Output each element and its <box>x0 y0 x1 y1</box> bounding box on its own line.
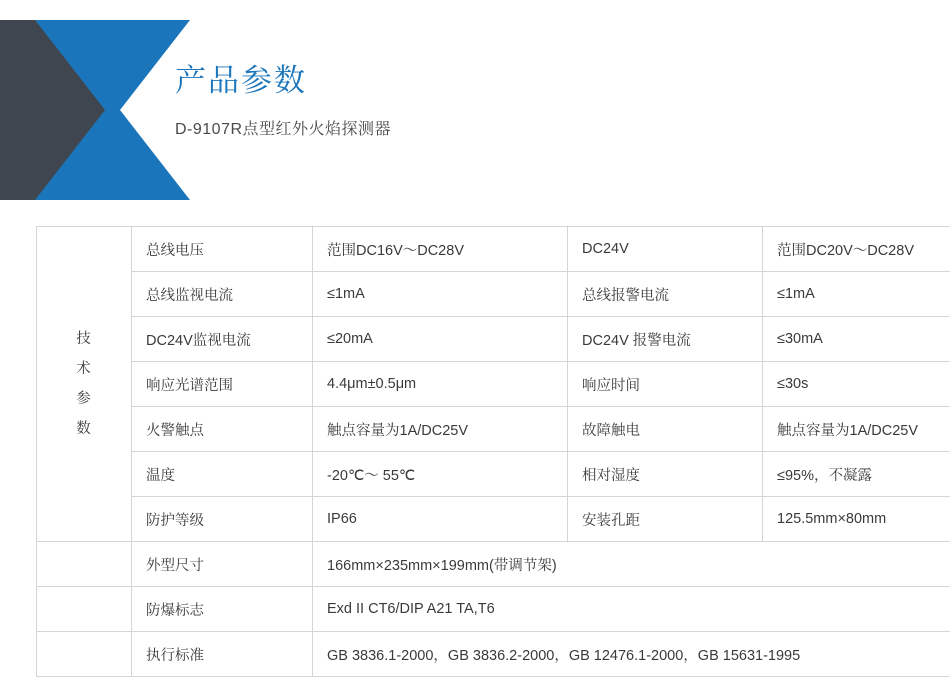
row-label: 火警触点 <box>132 407 313 452</box>
row-label: 总线电压 <box>132 227 313 272</box>
row-value: 触点容量为1A/DC25V <box>313 407 568 452</box>
row-label: 防护等级 <box>132 497 313 542</box>
header-text-block <box>175 62 391 139</box>
row-value-wide: GB 3836.1-2000，GB 3836.2-2000，GB 12476.1-2000，GB 15631-1995 <box>313 632 950 677</box>
row-label-2: 故障触电 <box>568 407 763 452</box>
table-row <box>37 452 950 497</box>
page-subtitle: D-9107R点型红外火焰探测器 <box>175 116 391 139</box>
table-row <box>37 362 950 407</box>
table-row <box>37 407 950 452</box>
side-label-char: 参 <box>51 384 117 414</box>
row-value: ≤1mA <box>313 272 568 317</box>
side-spacer-cell <box>37 587 132 632</box>
row-value: 4.4μm±0.5μm <box>313 362 568 407</box>
row-value-2: ≤30s <box>763 362 950 407</box>
spec-table-wrapper <box>36 226 918 677</box>
side-spacer-cell <box>37 632 132 677</box>
row-label: 防爆标志 <box>132 587 313 632</box>
table-row <box>37 542 950 587</box>
row-label-2: 总线报警电流 <box>568 272 763 317</box>
table-row <box>37 632 950 677</box>
row-value: ≤20mA <box>313 317 568 362</box>
side-label-char: 术 <box>51 354 117 384</box>
table-row <box>37 587 950 632</box>
row-label-2: 相对湿度 <box>568 452 763 497</box>
row-value: -20℃～ 55℃ <box>313 452 568 497</box>
header-banner-graphic <box>0 20 190 200</box>
row-value: IP66 <box>313 497 568 542</box>
row-value-2: 触点容量为1A/DC25V <box>763 407 950 452</box>
spec-table <box>36 226 950 677</box>
table-row <box>37 272 950 317</box>
row-label-2: DC24V 报警电流 <box>568 317 763 362</box>
table-row <box>37 317 950 362</box>
row-label: 总线监视电流 <box>132 272 313 317</box>
row-label: DC24V监视电流 <box>132 317 313 362</box>
row-label: 温度 <box>132 452 313 497</box>
row-value-2: 125.5mm×80mm <box>763 497 950 542</box>
row-value-wide: Exd II CT6/DIP A21 TA,T6 <box>313 587 950 632</box>
side-label-char: 技 <box>51 324 117 354</box>
row-label-2: DC24V <box>568 227 763 272</box>
side-label-cell <box>37 227 132 542</box>
row-value-2: ≤95%，不凝露 <box>763 452 950 497</box>
table-row <box>37 227 950 272</box>
row-value-wide: 166mm×235mm×199mm(带调节架) <box>313 542 950 587</box>
row-label: 响应光谱范围 <box>132 362 313 407</box>
row-value: 范围DC16V～DC28V <box>313 227 568 272</box>
row-label: 执行标准 <box>132 632 313 677</box>
spec-table-body <box>37 227 950 677</box>
row-value-2: 范围DC20V～DC28V <box>763 227 950 272</box>
row-label: 外型尺寸 <box>132 542 313 587</box>
side-label-char: 数 <box>51 414 117 444</box>
row-label-2: 安装孔距 <box>568 497 763 542</box>
row-label-2: 响应时间 <box>568 362 763 407</box>
page-title: 产品参数 <box>175 62 391 99</box>
side-spacer-cell <box>37 542 132 587</box>
row-value-2: ≤30mA <box>763 317 950 362</box>
table-row <box>37 497 950 542</box>
row-value-2: ≤1mA <box>763 272 950 317</box>
